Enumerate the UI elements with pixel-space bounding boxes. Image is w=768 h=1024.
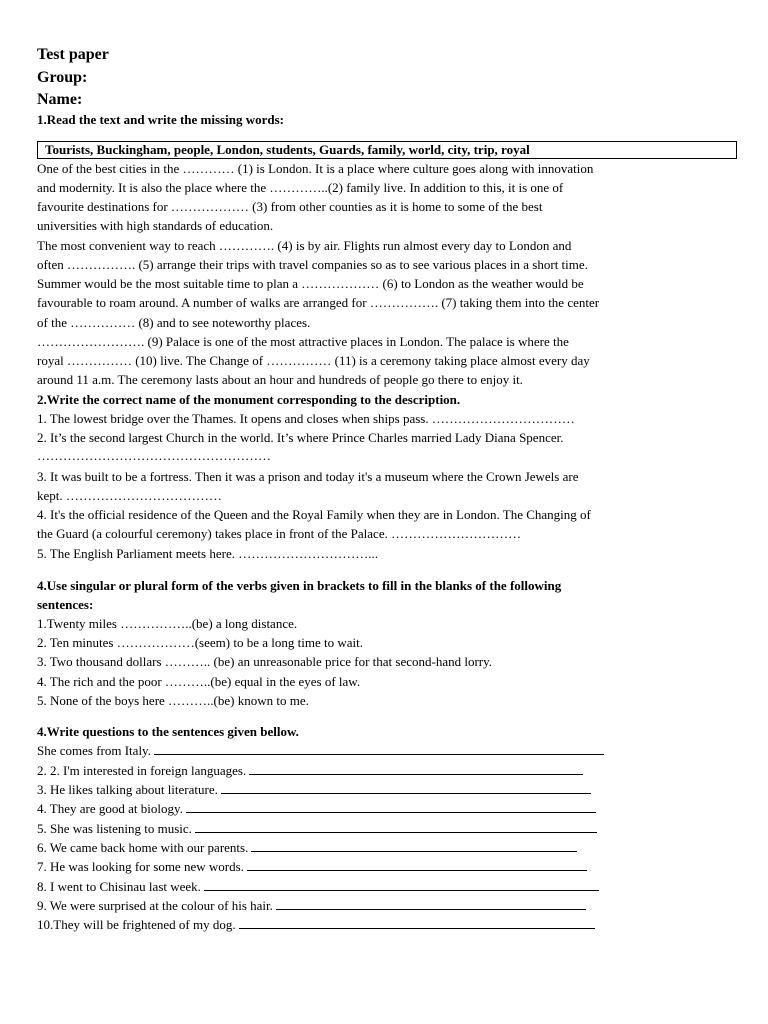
group-label: Group:	[37, 69, 88, 86]
task4-heading: 4.Write questions to the sentences given bellow.	[37, 724, 299, 739]
question-row	[37, 915, 595, 934]
task1-line: and modernity. It is also the place where the …………..(2) family live. In addition to this, it is one of	[37, 180, 564, 195]
sentence: 3. He likes talking about literature.	[37, 782, 218, 797]
answer-line[interactable]	[276, 897, 586, 910]
task2-line: 2. It’s the second largest Church in the world. It’s where Prince Charles married Lady Diana Spencer.	[37, 430, 564, 445]
task3-line: 3. Two thousand dollars ……….. (be) an unreasonable price for that second-hand lorry.	[37, 654, 493, 669]
question-row	[37, 799, 596, 818]
answer-line[interactable]	[249, 762, 583, 775]
sentence: She comes from Italy.	[37, 743, 151, 758]
task3-line: 5. None of the boys here ………..(be) known to me.	[37, 693, 309, 708]
answer-line[interactable]	[195, 820, 597, 833]
task1-line: royal …………… (10) live. The Change of …………… (11) is a ceremony taking place almost every day	[37, 353, 590, 368]
task1-line: One of the best cities in the ………… (1) is London. It is a place where culture goes along with innovation	[37, 161, 594, 176]
answer-line[interactable]	[221, 781, 591, 794]
sentence: 5. She was listening to music.	[37, 821, 192, 836]
task2-heading: 2.Write the correct name of the monument corresponding to the description.	[37, 392, 461, 407]
sentence: 2. 2. I'm interested in foreign languages.	[37, 763, 247, 778]
task1-line: around 11 a.m. The ceremony lasts about an hour and hundreds of people go there to enjoy it.	[37, 372, 523, 387]
sentence: 4. They are good at biology.	[37, 801, 183, 816]
question-row	[37, 857, 587, 876]
question-row	[37, 838, 577, 857]
page-title: Test paper	[37, 46, 109, 63]
question-row	[37, 761, 583, 780]
task3-line: 1.Twenty miles ……………..(be) a long distance.	[37, 616, 298, 631]
answer-line[interactable]	[186, 800, 596, 813]
task2-line: kept. ………………………………	[37, 488, 222, 503]
task1-line: ……………………. (9) Palace is one of the most attractive places in London. The palace is where the	[37, 334, 569, 349]
task1-heading: 1.Read the text and write the missing words:	[37, 112, 284, 127]
task1-line: of the …………… (8) and to see noteworthy places.	[37, 315, 311, 330]
answer-line[interactable]	[239, 916, 595, 929]
task1-line: favourable to roam around. A number of walks are arranged for ……………. (7) taking them into the center	[37, 295, 600, 310]
task1-line: The most convenient way to reach …………. (4) is by air. Flights run almost every day to London and	[37, 238, 572, 253]
task1-line: favourite destinations for ……………… (3) from other counties as it is home to some of the best	[37, 199, 543, 214]
answer-line[interactable]	[154, 742, 604, 755]
task2-line: 5. The English Parliament meets here. …………………………...	[37, 546, 378, 561]
task3-heading-cont: sentences:	[37, 597, 94, 612]
sentence: 9. We were surprised at the colour of his hair.	[37, 898, 273, 913]
question-row	[37, 741, 604, 760]
sentence: 7. He was looking for some new words.	[37, 859, 244, 874]
task2-line: 4. It's the official residence of the Queen and the Royal Family when they are in London. The Changing of	[37, 507, 591, 522]
question-row	[37, 780, 591, 799]
answer-line[interactable]	[251, 839, 577, 852]
question-row	[37, 896, 586, 915]
task2-line: 3. It was built to be a fortress. Then it was a prison and today it's a museum where the Crown Jewels are	[37, 469, 579, 484]
answer-line[interactable]	[247, 858, 587, 871]
task3-line: 4. The rich and the poor ………..(be) equal in the eyes of law.	[37, 674, 361, 689]
sentence: 10.They will be frightened of my dog.	[37, 917, 236, 932]
task3-heading: 4.Use singular or plural form of the verbs given in brackets to fill in the blanks of the following	[37, 578, 562, 593]
word-bank-box: Tourists, Buckingham, people, London, students, Guards, family, world, city, trip, royal	[37, 141, 737, 159]
sentence: 6. We came back home with our parents.	[37, 840, 249, 855]
task2-line: 1. The lowest bridge over the Thames. It opens and closes when ships pass. ……………………………	[37, 411, 575, 426]
task3-line: 2. Ten minutes ………………(seem) to be a long time to wait.	[37, 635, 363, 650]
question-row	[37, 877, 599, 896]
question-row	[37, 819, 597, 838]
sentence: 8. I went to Chisinau last week.	[37, 879, 201, 894]
task2-line: ………………………………………………	[37, 448, 271, 463]
task1-line: Summer would be the most suitable time to plan a ……………… (6) to London as the weather would be	[37, 276, 584, 291]
task1-line: often ……………. (5) arrange their trips with travel companies so as to see various places in a short time.	[37, 257, 588, 272]
name-label: Name:	[37, 91, 83, 108]
answer-line[interactable]	[204, 878, 599, 891]
task2-line: the Guard (a colourful ceremony) takes place in front of the Palace. …………………………	[37, 526, 522, 541]
task1-line: universities with high standards of education.	[37, 218, 274, 233]
